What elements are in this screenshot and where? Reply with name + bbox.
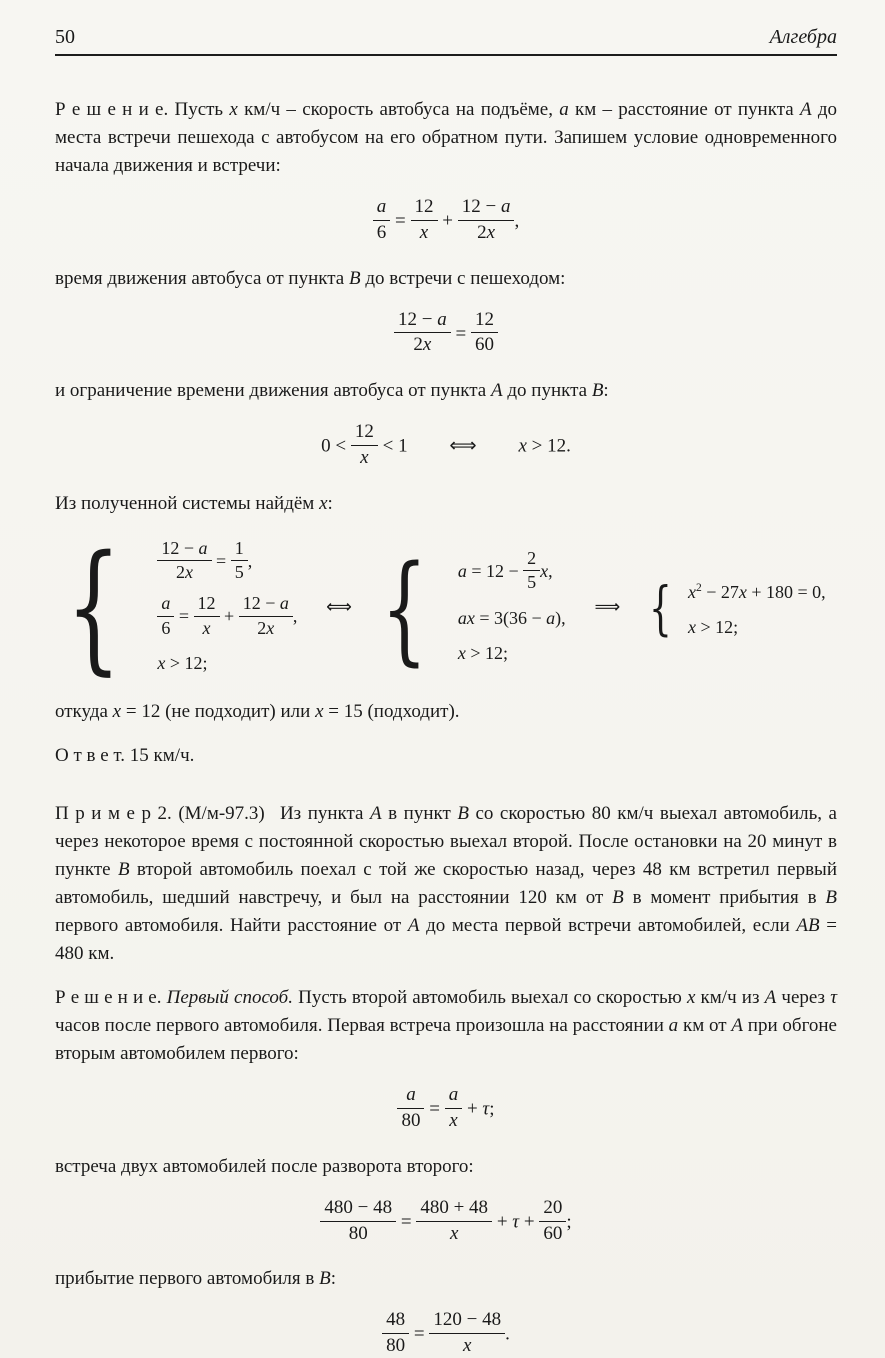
system-equation-line: $\frac{a}{6}$ = $\frac{12}{x}$ + $\frac{12 - a}{2x}$ , xyxy=(157,595,297,641)
math-variable: x xyxy=(540,561,549,582)
math-variable: x xyxy=(229,99,238,120)
system-brace: { xyxy=(649,573,672,642)
bus-travel-time-paragraph: время движения автобуса от пункта B до встречи с пешеходом: xyxy=(55,267,566,289)
system-equation-line: x > 12; xyxy=(687,617,739,638)
formula-bus-from-b: $\frac{12 - a}{2x}$ = $\frac{12}{60}$ xyxy=(55,311,837,360)
fraction: $\frac{a}{6}$ xyxy=(373,196,391,245)
page-header xyxy=(55,26,837,56)
fraction: $\frac{12}{x}$ xyxy=(194,593,220,639)
fraction: $\frac{a}{80}$ xyxy=(397,1084,424,1133)
math-variable: B xyxy=(348,267,361,289)
solution2-intro-paragraph: Р е ш е н и е. Первый способ. Пусть второй автомобиль выехал со скоростью x км/ч из A через τ часов после первого автомобиля. Первая встреча произошла на расстоянии a км от A при обгоне вторым автомобилем первого: xyxy=(55,987,838,1065)
math-variable: τ xyxy=(512,1211,520,1233)
math-variable: a xyxy=(437,308,447,330)
math-variable: B xyxy=(612,887,624,909)
math-variable: AB xyxy=(796,915,820,937)
math-variable: x xyxy=(319,492,328,514)
system-equation-line: x > 12; xyxy=(457,643,508,664)
system-equation-line: x > 12; xyxy=(157,653,208,674)
solution1-intro-paragraph: Р е ш е н и е. Пусть x км/ч – скорость автобуса на подъёме, a км – расстояние от пункта A до места встречи пешехода с автобусом на его обратном пути. Запишем условие одновременного начала движения и встречи: xyxy=(55,99,837,176)
arrival-paragraph: прибытие первого автомобиля в B: xyxy=(55,1268,336,1290)
fraction: $\frac{12}{x}$ xyxy=(351,421,378,470)
example2-statement-paragraph: П р и м е р 2. (М/м-97.3) Из пункта A в пункт B со скоростью 80 км/ч выехал автомобиль, а через некоторое время с постоянной скоростью выехал второй. После остановки на 20 минут в пункте B второй автомобиль поехал с той же скоростью назад, через 48 км встретил первый автомобиль, шедший навстречу, и был на расстоянии 120 км от B в момент прибытия в B первого автомобиля. Найти расстояние от A до места первой встречи автомобилей, если AB = 480 км. xyxy=(55,803,838,965)
math-variable: x xyxy=(449,1109,458,1131)
math-variable: a xyxy=(198,537,208,558)
formula-time-constraint: 0 < $\frac{12}{x}$ < 1 ⟺ x > 12. xyxy=(321,421,571,468)
math-variable: x xyxy=(315,701,324,723)
fraction: $\frac{480 - 48}{80}$ xyxy=(320,1197,396,1246)
math-variable: x xyxy=(184,562,193,583)
time-constraint-paragraph: и ограничение времени движения автобуса от пункта A до пункта B: xyxy=(55,380,609,402)
math-variable: B xyxy=(825,887,837,909)
running-title: Алгебра xyxy=(769,26,837,48)
answer-paragraph: О т в е т. 15 км/ч. xyxy=(55,745,195,767)
formula-first-meeting: $\frac{a}{80}$ = $\frac{a}{x}$ + τ; xyxy=(55,1086,837,1135)
math-variable: a xyxy=(161,592,171,613)
math-variable: B xyxy=(117,859,130,881)
fraction: $\frac{12}{60}$ xyxy=(471,309,498,358)
math-variable: x xyxy=(360,446,369,468)
math-variable: x xyxy=(738,582,747,603)
math-variable: x xyxy=(687,617,696,638)
math-variable: B xyxy=(319,1268,331,1290)
math-variable: A xyxy=(799,99,812,120)
math-variable: a xyxy=(448,1084,459,1106)
math-variable: τ xyxy=(482,1098,490,1120)
fraction: $\frac{12 - a}{2x}$ xyxy=(157,538,211,584)
math-variable: a xyxy=(376,196,387,217)
math-variable: x xyxy=(687,582,696,603)
math-variable: A xyxy=(764,987,777,1009)
math-variable: a xyxy=(457,561,467,582)
formula-meeting-after-turn: $\frac{480 - 48}{80}$ = $\frac{480 + 48}{x}$ + τ + $\frac{20}{60}$ ; xyxy=(55,1199,837,1248)
math-variable: x xyxy=(266,617,275,638)
roots-paragraph: откуда x = 12 (не подходит) или x = 15 (подходит). xyxy=(55,701,460,723)
formula-start-and-meeting: $\frac{a}{6}$ = $\frac{12}{x}$ + $\frac{12 - a}{2x}$ , xyxy=(55,198,837,247)
fraction: $\frac{12 - a}{2x}$ xyxy=(239,593,293,639)
system-equation-line: a = 12 − $\frac{2}{5}$ x, xyxy=(457,547,553,593)
fraction: $\frac{12 - a}{2x}$ xyxy=(394,309,451,358)
math-variable: x xyxy=(449,1222,459,1244)
page-number: 50 xyxy=(55,26,75,48)
math-variable: x xyxy=(486,221,496,243)
equation-system xyxy=(380,538,566,677)
math-variable: τ xyxy=(830,987,838,1009)
system-brace: { xyxy=(380,538,428,677)
fraction: $\frac{48}{80}$ xyxy=(382,1309,409,1358)
math-variable: x xyxy=(157,653,166,674)
system-equation-line: $\frac{12 - a}{2x}$ = $\frac{1}{5}$ , xyxy=(157,540,252,586)
math-variable: x xyxy=(686,987,696,1009)
math-variable: a xyxy=(559,99,569,120)
math-variable: B xyxy=(591,380,604,402)
fraction: $\frac{480 + 48}{x}$ xyxy=(416,1197,492,1246)
find-x-paragraph: Из полученной системы найдём x: xyxy=(55,492,333,514)
fraction: $\frac{2}{5}$ xyxy=(523,548,540,594)
math-variable: a xyxy=(279,592,289,613)
fraction: $\frac{12}{x}$ xyxy=(411,196,438,245)
system-brace: { xyxy=(66,525,122,689)
math-variable: x xyxy=(419,221,429,243)
math-variable: A xyxy=(370,803,382,825)
math-variable: A xyxy=(491,380,503,402)
math-variable: x xyxy=(202,617,211,638)
math-variable: a xyxy=(500,196,511,217)
system-equation-line: $x^2 - 27x + 180 = 0$, xyxy=(687,582,826,603)
equation-systems-row: { $\frac{12 - a}{2x}$ = $\frac{1}{5}$ , $\frac{a}{6}$ = $\frac{12}{x}$ + $\frac{12 - a}{2x}$ , x > 12; ⟺ { a = 12 − $\frac{2}{5}$ x, ax = 3(36 − a), x > 12; ⟹ { $x^2 - 27x + 180 = 0$, x > 12; xyxy=(66,525,826,689)
math-variable: A xyxy=(407,915,420,937)
fraction: $\frac{1}{5}$ xyxy=(231,538,248,584)
formula-arrival-at-b: $\frac{48}{80}$ = $\frac{120 - 48}{x}$ . xyxy=(55,1311,837,1358)
second-meeting-paragraph: встреча двух автомобилей после разворота второго: xyxy=(55,1155,474,1177)
math-variable: A xyxy=(731,1015,743,1037)
fraction: $\frac{20}{60}$ xyxy=(539,1197,566,1246)
fraction: $\frac{12 - a}{2x}$ xyxy=(458,196,515,245)
math-variable: a xyxy=(406,1084,416,1106)
math-variable: x xyxy=(518,435,527,457)
fraction: $\frac{120 - 48}{x}$ xyxy=(429,1309,505,1358)
fraction: $\frac{a}{6}$ xyxy=(157,593,174,639)
math-variable: ax xyxy=(457,608,475,629)
system-equation-line: ax = 3(36 − a), xyxy=(457,608,566,629)
math-variable: a xyxy=(546,608,556,629)
math-variable: x xyxy=(463,1335,472,1357)
math-variable: x xyxy=(422,334,432,356)
math-variable: x xyxy=(112,701,122,723)
equation-system xyxy=(66,525,298,689)
fraction xyxy=(445,1084,463,1133)
math-variable: B xyxy=(457,803,469,825)
math-variable: x xyxy=(457,643,466,664)
math-variable: a xyxy=(668,1015,679,1037)
math-variable: Первый способ. xyxy=(166,987,293,1009)
equation-system xyxy=(649,575,826,640)
